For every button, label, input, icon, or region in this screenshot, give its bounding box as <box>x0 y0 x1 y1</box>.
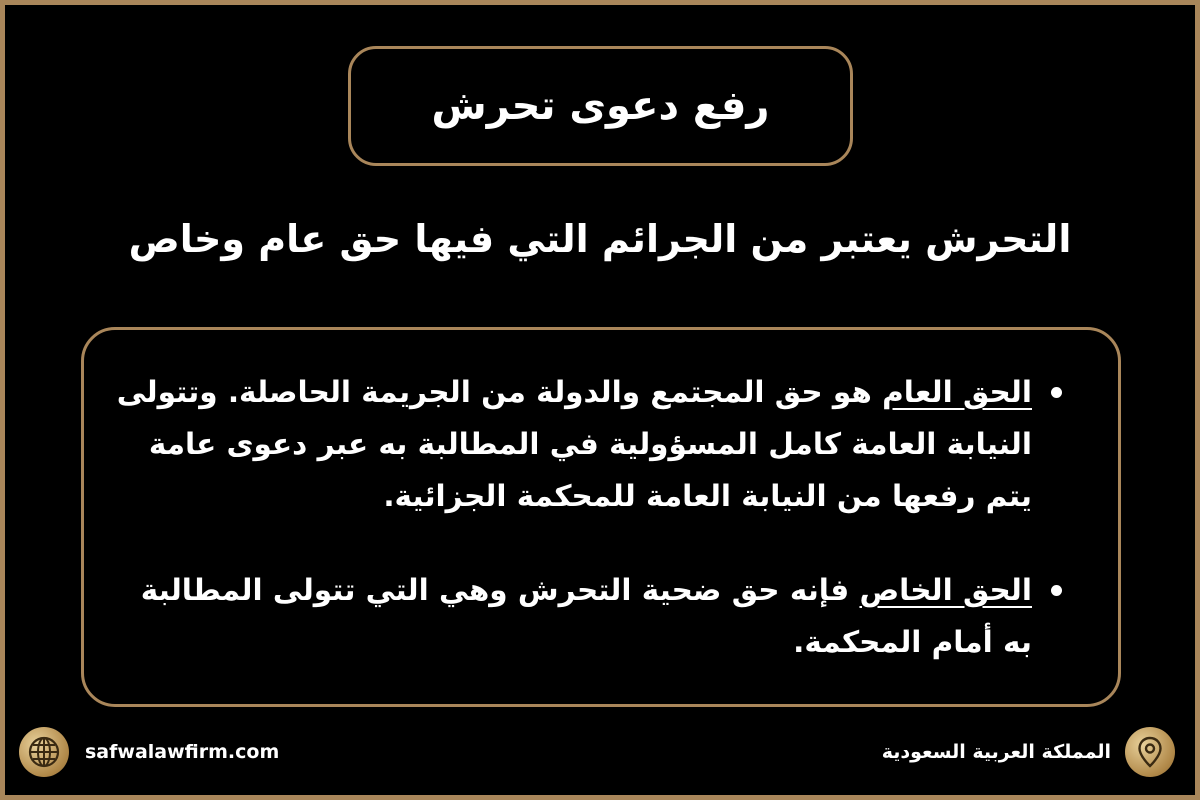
title-box <box>348 46 853 166</box>
page-title: رفع دعوى تحرش <box>431 83 770 129</box>
location-text: المملكة العربية السعودية <box>881 741 1111 763</box>
content-box <box>81 327 1121 707</box>
location-pin-icon <box>1125 727 1175 777</box>
bullet-text: هو حق المجتمع والدولة من الجريمة الحاصلة. وتتولى النيابة العامة كامل المسؤولية في المطالبة به عبر دعوى عامة يتم رفعها من النيابة العامة للمحكمة الجزائية. <box>116 375 1032 513</box>
bullet-item-public-right <box>110 366 1062 522</box>
footer-location <box>882 727 1175 777</box>
bullet-term: الحق العام <box>882 375 1032 409</box>
subtitle: التحرش يعتبر من الجرائم التي فيها حق عام وخاص <box>128 217 1072 261</box>
website-link[interactable]: safwalawfirm.com <box>85 741 280 763</box>
bullet-list <box>110 366 1062 668</box>
bullet-dot-icon <box>1051 585 1062 596</box>
globe-icon <box>19 727 69 777</box>
bullet-dot-icon <box>1051 387 1062 398</box>
bullet-text: فإنه حق ضحية التحرش وهي التي تتولى المطالبة به أمام المحكمة. <box>140 573 1032 659</box>
bullet-term: الحق الخاص <box>859 573 1032 607</box>
footer-website <box>19 727 279 777</box>
bullet-item-private-right <box>110 564 1062 668</box>
